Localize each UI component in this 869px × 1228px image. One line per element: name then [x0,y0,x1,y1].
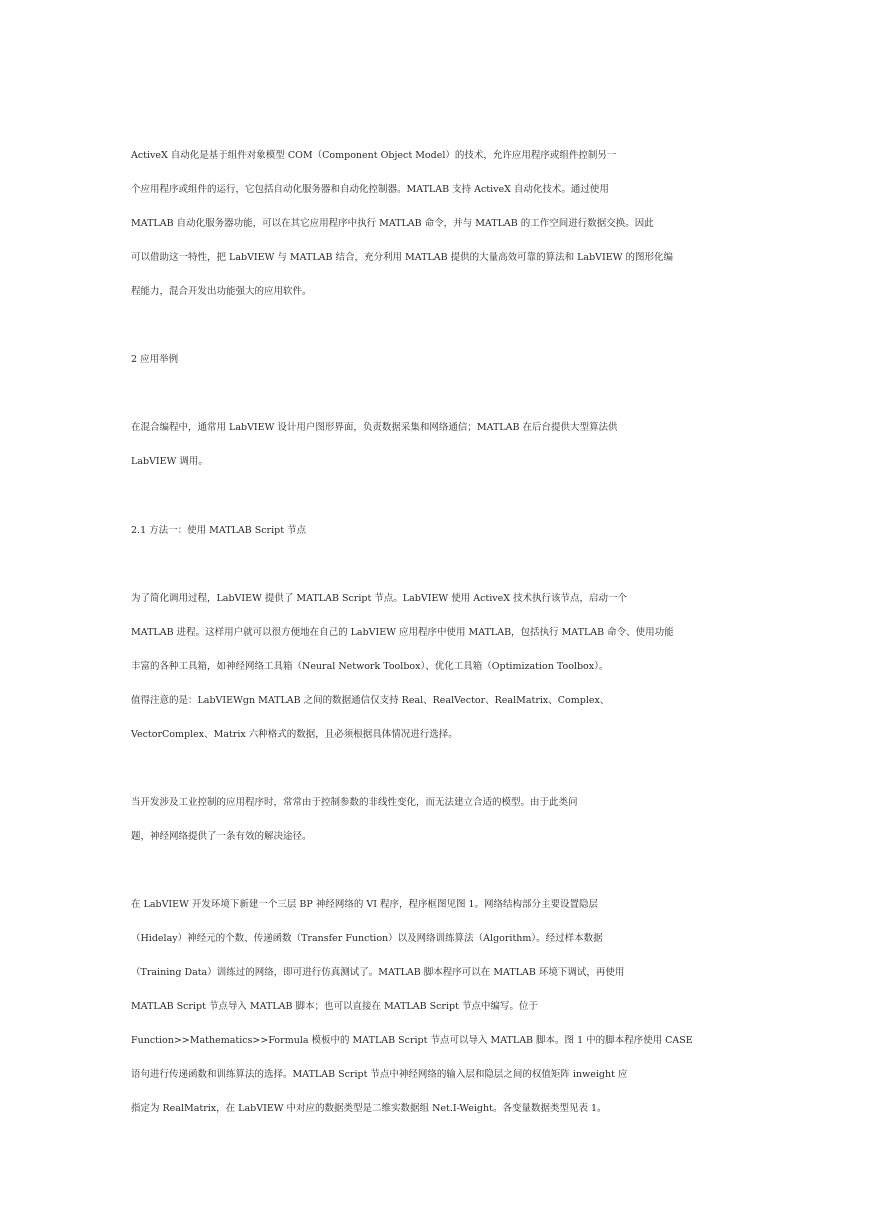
paragraph-3-line-2: MATLAB 进程。这样用户就可以很方便地在自己的 LabVIEW 应用程序中使用 MATLAB，包括执行 MATLAB 命令、使用功能 [131,627,674,638]
paragraph-3-line-4: 值得注意的是：LabVIEWgn MATLAB 之间的数据通信仅支持 Real、RealVector、RealMatrix、Complex、 [131,695,610,706]
section-heading-2-1: 2.1 方法一：使用 MATLAB Script 节点 [131,525,307,536]
paragraph-5-line-5: Function>>Mathematics>>Formula 模板中的 MATLAB Script 节点可以导入 MATLAB 脚本。图 1 中的脚本程序使用 CASE [131,1035,693,1046]
paragraph-5-line-1: 在 LabVIEW 开发环境下新建一个三层 BP 神经网络的 VI 程序，程序框图见图 1。网络结构部分主要设置隐层 [131,899,599,910]
paragraph-1-line-4: 可以借助这一特性，把 LabVIEW 与 MATLAB 结合，充分利用 MATLAB 提供的大量高效可靠的算法和 LabVIEW 的图形化编 [131,252,674,263]
paragraph-5-line-6: 语句进行传递函数和训练算法的选择。MATLAB Script 节点中神经网络的输入层和隐层之间的权值矩阵 inweight 应 [131,1069,628,1080]
paragraph-2-line-1: 在混合编程中，通常用 LabVIEW 设计用户图形界面，负责数据采集和网络通信；MATLAB 在后台提供大型算法供 [131,422,618,433]
paragraph-3-line-5: VectorComplex、Matrix 六种格式的数据，且必须根据具体情况进行选择。 [131,729,458,740]
section-heading-2: 2 应用举例 [131,354,179,365]
paragraph-4-line-1: 当开发涉及工业控制的应用程序时，常常由于控制参数的非线性变化，而无法建立合适的模型。由于此类问 [131,797,578,808]
paragraph-3-line-1: 为了简化调用过程，LabVIEW 提供了 MATLAB Script 节点。LabVIEW 使用 ActiveX 技术执行该节点，启动一个 [131,593,628,604]
paragraph-5-line-4: MATLAB Script 节点导入 MATLAB 脚本；也可以直接在 MATLAB Script 节点中编写。位于 [131,1001,538,1012]
paragraph-5-line-7: 指定为 RealMatrix，在 LabVIEW 中对应的数据类型是二维实数据组 Net.I-Weight。各变量数据类型见表 1。 [131,1103,607,1114]
paragraph-1-line-5: 程能力，混合开发出功能强大的应用软件。 [131,286,312,297]
paragraph-4-line-2: 题，神经网络提供了一条有效的解决途径。 [131,831,312,842]
paragraph-1-line-3: MATLAB 自动化服务器功能，可以在其它应用程序中执行 MATLAB 命令，并与 MATLAB 的工作空间进行数据交换。因此 [131,218,654,229]
paragraph-3-line-3: 丰富的各种工具箱，如神经网络工具箱（Neural Network Toolbox）、优化工具箱（Optimization Toolbox）。 [131,661,609,672]
paragraph-1-line-2: 个应用程序或组件的运行，它包括自动化服务器和自动化控制器。MATLAB 支持 ActiveX 自动化技术。通过使用 [131,184,609,195]
paragraph-5-line-2: （Hidelay）神经元的个数、传递函数（Transfer Function）以及网络训练算法（Algorithm）。经过样本数据 [131,933,603,944]
paragraph-2-line-2: LabVIEW 调用。 [131,456,208,467]
paragraph-1-line-1: ActiveX 自动化是基于组件对象模型 COM（Component Object Model）的技术，允许应用程序或组件控制另一 [131,150,617,161]
paragraph-5-line-3: （Training Data）训练过的网络，即可进行仿真测试了。MATLAB 脚本程序可以在 MATLAB 环境下调试，再使用 [131,967,625,978]
